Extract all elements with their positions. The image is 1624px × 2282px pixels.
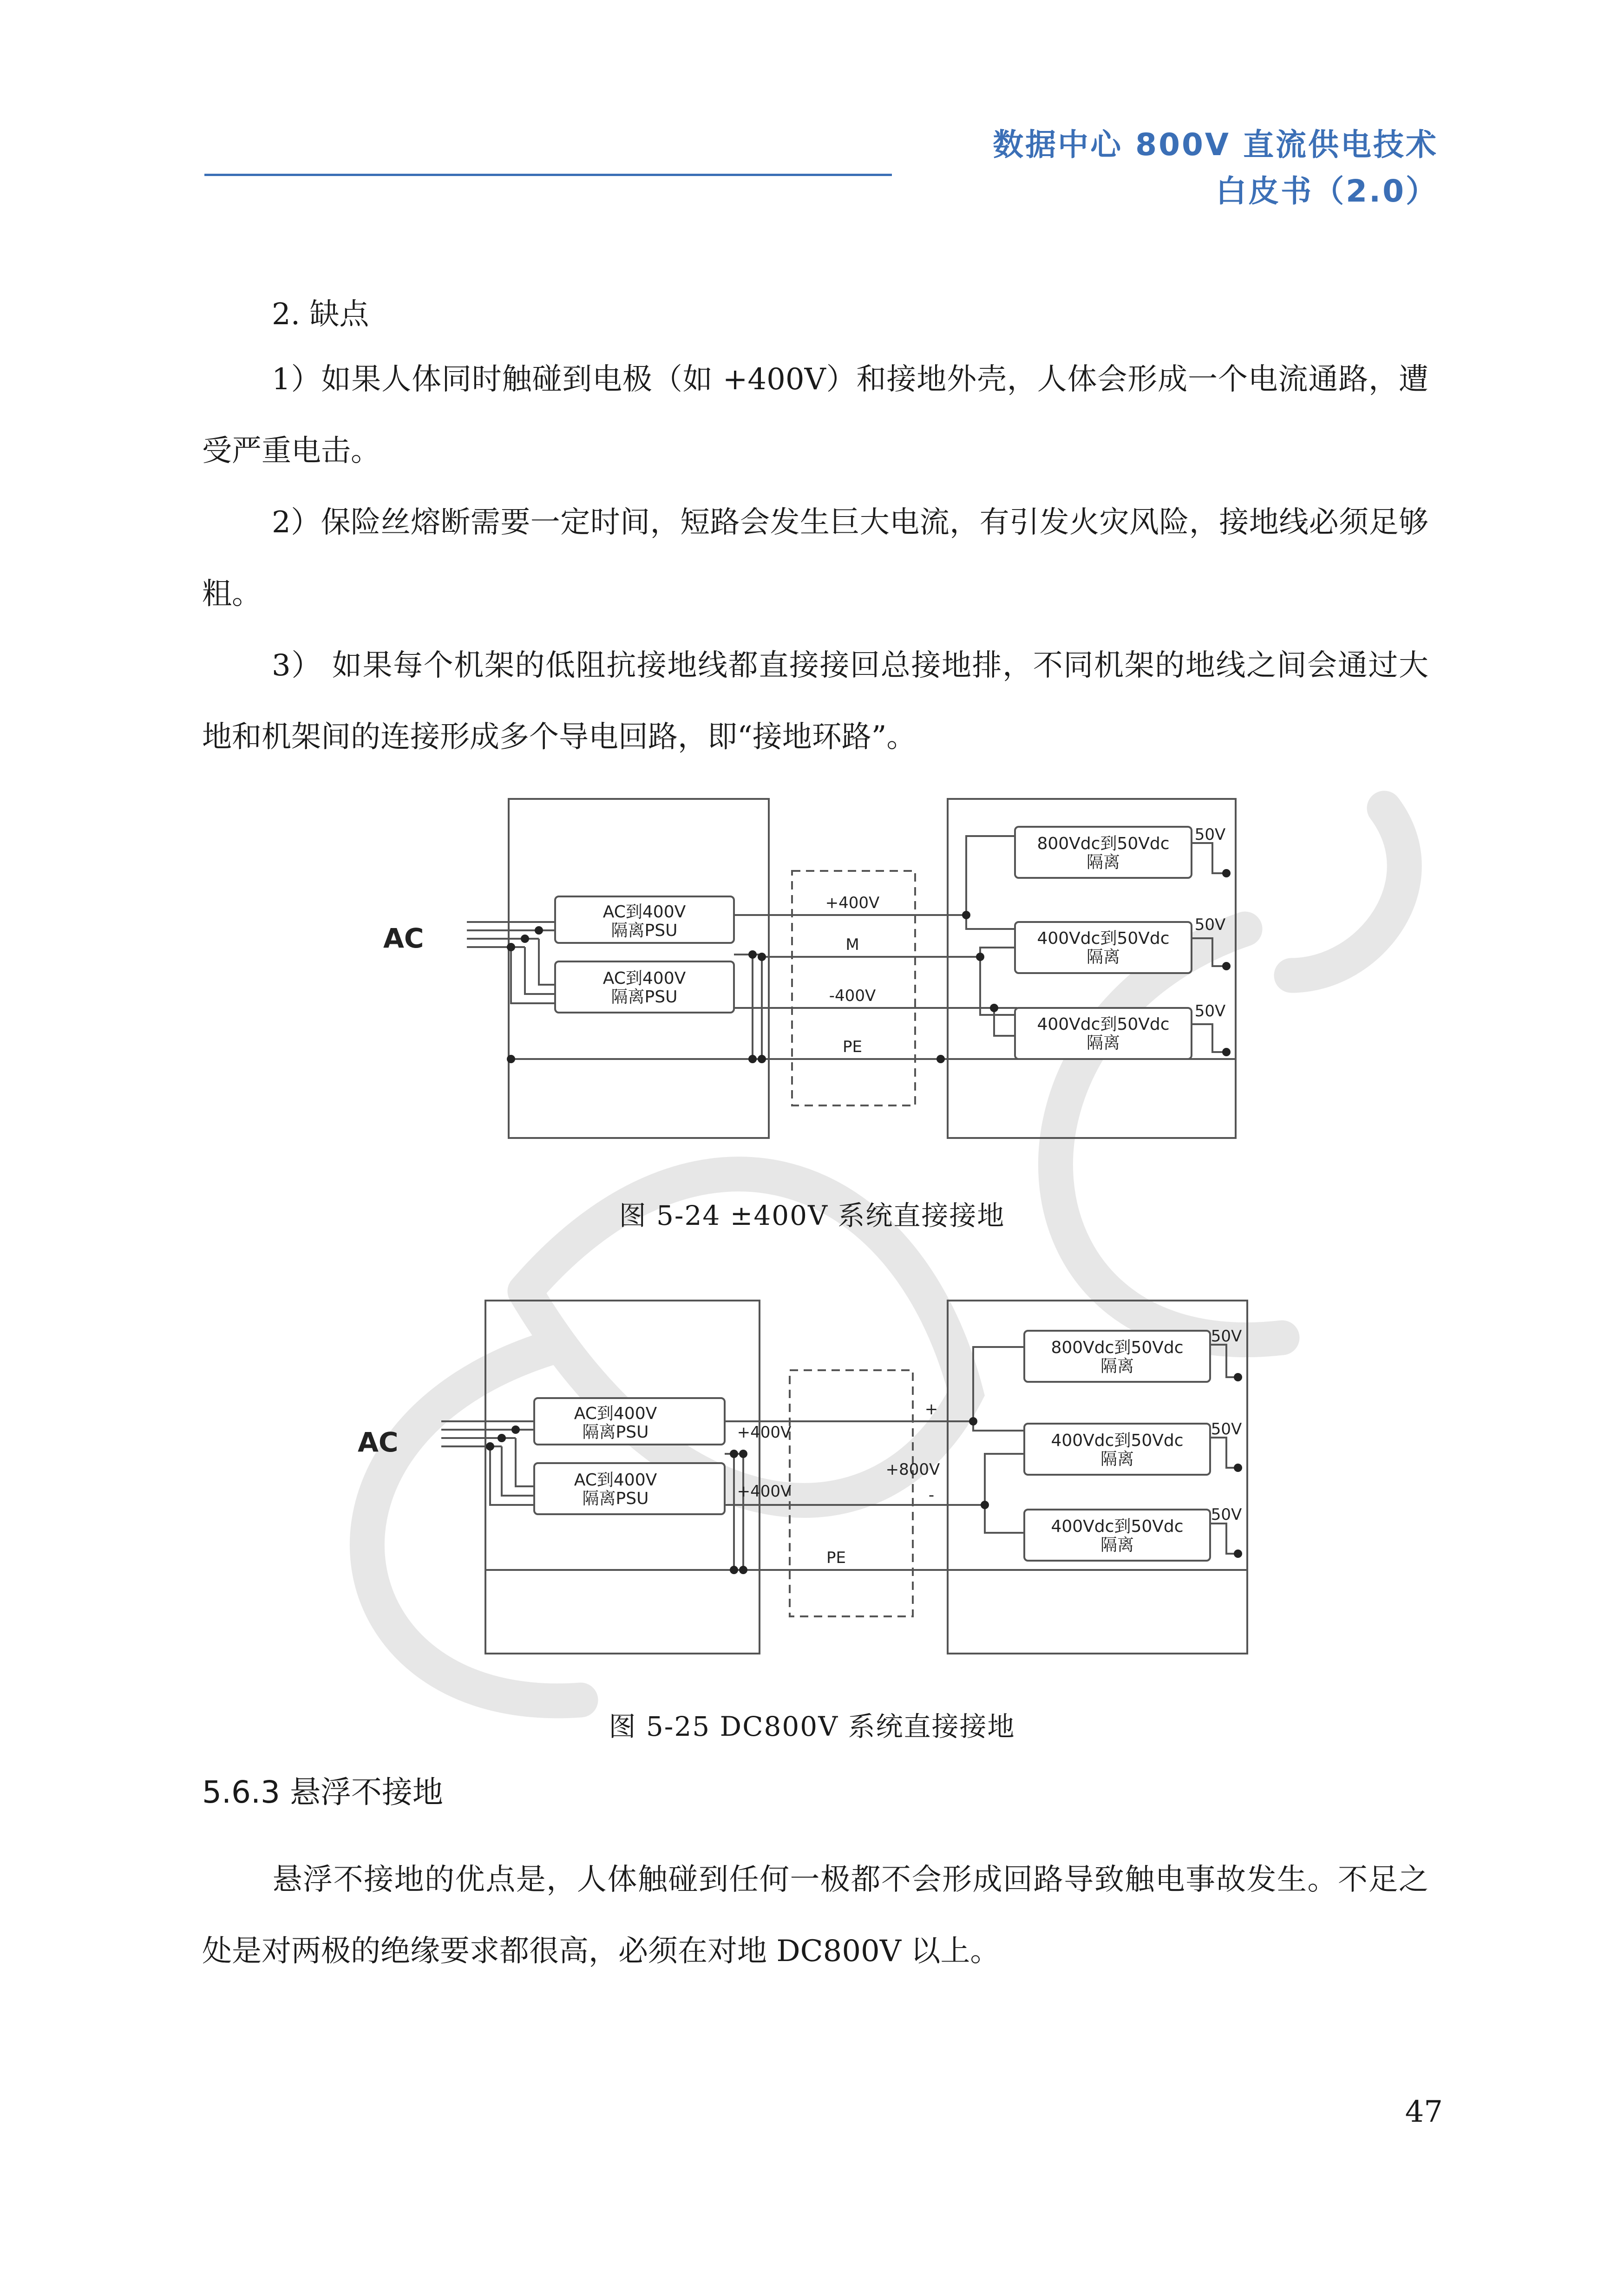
fig1-bus-pos: +400V (825, 894, 880, 912)
fig2-bus-pe: PE (826, 1549, 846, 1567)
point-2: 2）保险丝熔断需要一定时间，短路会发生巨大电流，有引发火灾风险，接地线必须足够粗。 (202, 505, 1428, 611)
header-title (993, 122, 1438, 215)
fig2-conv3-line1: 400Vdc到50Vdc (1051, 1517, 1184, 1536)
fig2-psu2-line2: 隔离PSU (582, 1489, 649, 1508)
figure-5-24-diagram (0, 790, 1624, 1152)
fig2-conv3-line2: 隔离 (1100, 1536, 1134, 1555)
fig2-psu1-out: +400V (737, 1423, 792, 1442)
fig1-out2: 50V (1194, 915, 1226, 934)
point-3: 3） 如果每个机架的低阻抗接地线都直接接回总接地排，不同机架的地线之间会通过大地和机架间的连接形成多个导电回路，即“接地环路”。 (202, 648, 1428, 754)
fig1-psu1-line2: 隔离PSU (611, 921, 678, 940)
fig1-conv3-line2: 隔离 (1086, 1033, 1120, 1053)
fig1-conv1-line1: 800Vdc到50Vdc (1037, 834, 1170, 853)
fig2-bus-minus: - (928, 1486, 935, 1504)
fig1-conv2-line1: 400Vdc到50Vdc (1037, 929, 1170, 948)
fig2-out2: 50V (1211, 1420, 1242, 1439)
fig1-conv1-line2: 隔离 (1086, 853, 1120, 872)
fig2-conv2-line1: 400Vdc到50Vdc (1051, 1431, 1184, 1450)
section-text: 悬浮不接地的优点是，人体触碰到任何一极都不会形成回路导致触电事故发生。不足之处是对两极的绝缘要求都很高，必须在对地 DC800V 以上。 (202, 1863, 1428, 1968)
fig1-bus-mid: M (845, 935, 859, 954)
fig1-psu2-line1: AC到400V (602, 969, 686, 988)
fig1-bus-neg: -400V (829, 987, 876, 1005)
fig2-psu2-line1: AC到400V (574, 1471, 657, 1490)
fig2-out1: 50V (1211, 1327, 1242, 1346)
figure-5-24-caption: 图 5-24 ±400V 系统直接接地 (619, 1200, 1005, 1231)
fig2-conv1-line1: 800Vdc到50Vdc (1051, 1338, 1184, 1357)
figure-5-25-diagram (0, 1291, 1624, 1672)
header-rule (204, 174, 892, 176)
fig2-ac-label: AC (358, 1426, 399, 1458)
fig1-conv2-line2: 隔离 (1086, 948, 1120, 967)
fig2-out3: 50V (1211, 1505, 1242, 1524)
header-title-line1: 数据中心 800V 直流供电技术 (993, 127, 1438, 163)
fig2-bus-total: +800V (885, 1460, 940, 1479)
fig2-conv2-line2: 隔离 (1100, 1450, 1134, 1469)
section-heading: 5.6.3 悬浮不接地 (202, 1774, 443, 1810)
fig2-psu2-out: +400V (737, 1482, 792, 1501)
fig2-conv1-line2: 隔离 (1100, 1357, 1134, 1376)
page-number: 47 (1405, 2095, 1443, 2129)
fig1-psu1-line1: AC到400V (602, 902, 686, 922)
fig2-psu1-line2: 隔离PSU (582, 1423, 649, 1442)
fig1-psu2-line2: 隔离PSU (611, 987, 678, 1007)
fig1-out1: 50V (1194, 825, 1226, 844)
fig1-conv3-line1: 400Vdc到50Vdc (1037, 1015, 1170, 1034)
fig1-out3: 50V (1194, 1002, 1226, 1020)
point-1: 1）如果人体同时触碰到电极（如 +400V）和接地外壳，人体会形成一个电流通路，遭受严重电击。 (202, 362, 1428, 468)
fig1-ac-label: AC (383, 922, 424, 954)
header-title-line2: 白皮书（2.0） (1216, 173, 1438, 209)
fig1-bus-pe: PE (843, 1038, 862, 1056)
fig2-bus-plus: + (924, 1400, 938, 1419)
figure-5-25-caption: 图 5-25 DC800V 系统直接接地 (609, 1711, 1015, 1742)
fig2-psu1-line1: AC到400V (574, 1404, 657, 1423)
item-title: 2. 缺点 (272, 297, 369, 332)
